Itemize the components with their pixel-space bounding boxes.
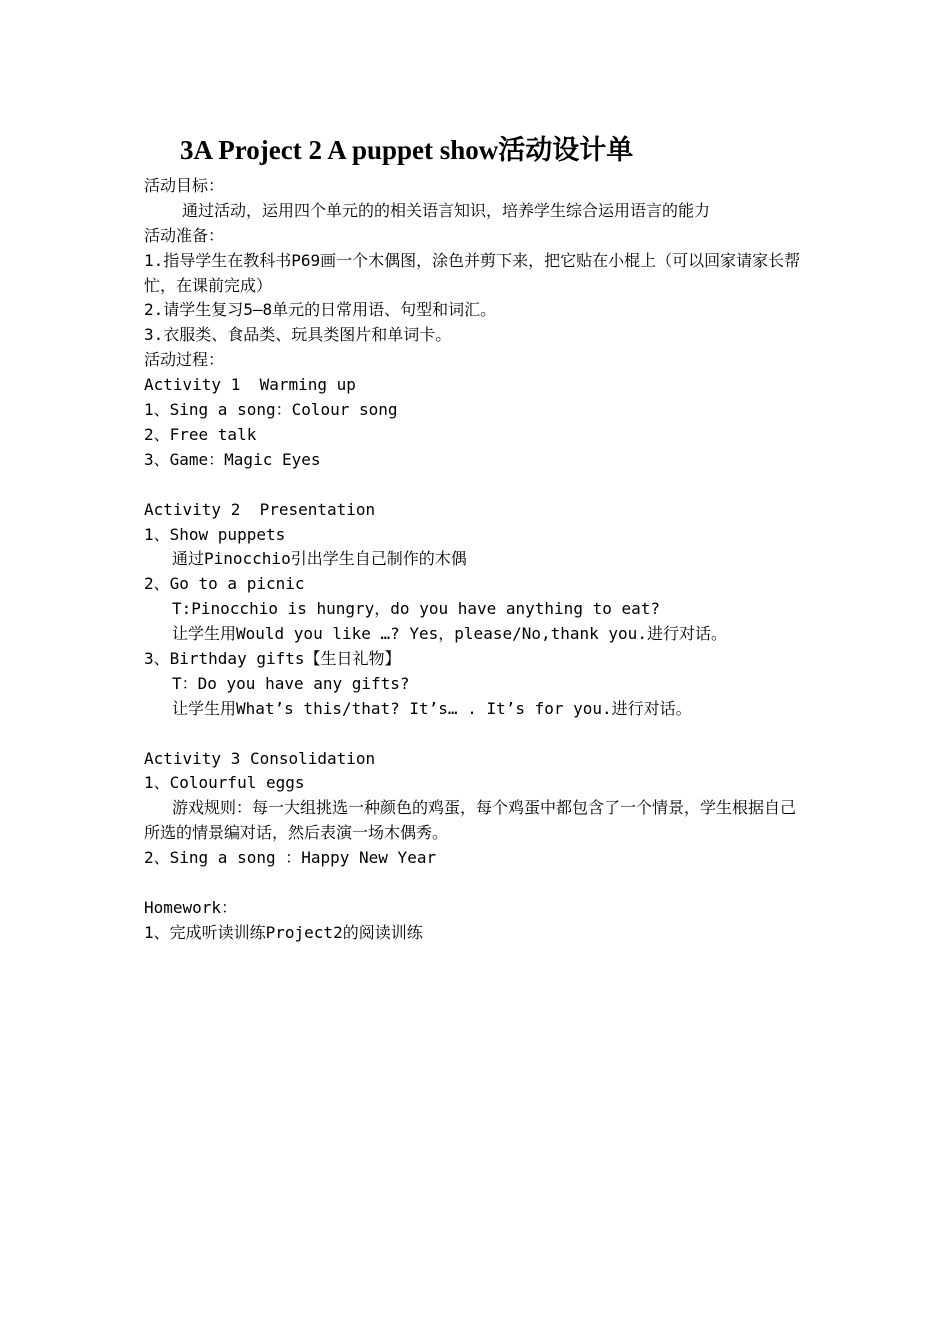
activity2-heading: Activity 2 Presentation bbox=[144, 499, 376, 519]
prep-heading: 活动准备： bbox=[144, 225, 225, 245]
activity2-item-3: 3、Birthday gifts【生日礼物】 bbox=[144, 648, 401, 668]
activity3-heading: Activity 3 Consolidation bbox=[144, 748, 376, 768]
activity2-item-2-line-2: 让学生用Would you like …? Yes，please/No,thank you.进行对话。 bbox=[172, 624, 727, 644]
homework-heading: Homework： bbox=[144, 897, 238, 917]
spacer bbox=[144, 871, 810, 896]
prep-item-1: 1.指导学生在教科书P69画一个木偶图，涂色并剪下来，把它贴在小棍上（可以回家请家长帮忙，在课前完成） bbox=[144, 250, 801, 295]
spacer bbox=[144, 473, 810, 498]
activity2-item-3-line-1: T：Do you have any gifts? bbox=[172, 673, 410, 693]
prep-item-3: 3.衣服类、食品类、玩具类图片和单词卡。 bbox=[144, 325, 452, 345]
activity3-item-1: 1、Colourful eggs bbox=[144, 773, 305, 793]
activity2-item-1-note: 通过Pinocchio引出学生自己制作的木偶 bbox=[172, 549, 467, 569]
document-title: 3A Project 2 A puppet show活动设计单 bbox=[180, 135, 634, 165]
spacer bbox=[144, 722, 810, 747]
activity2-item-3-line-2: 让学生用What’s this/that? It’s… . It’s for you.进行对话。 bbox=[172, 698, 692, 718]
goal-heading: 活动目标： bbox=[144, 176, 225, 195]
process-heading: 活动过程： bbox=[144, 350, 225, 370]
activity1-item-2: 2、Free talk bbox=[144, 424, 257, 444]
activity2-item-2: 2、Go to a picnic bbox=[144, 574, 305, 594]
activity1-item-3: 3、Game：Magic Eyes bbox=[144, 449, 321, 469]
activity2-item-1: 1、Show puppets bbox=[144, 524, 286, 544]
activity2-item-2-line-1: T:Pinocchio is hungry，do you have anything to eat? bbox=[172, 599, 661, 619]
activity3-item-1-rule-text: 游戏规则：每一大组挑选一种颜色的鸡蛋，每个鸡蛋中都包含了一个情景，学生根据自己所选的情景编对话，然后表演一场木偶秀。 bbox=[144, 798, 797, 843]
goal-text: 通过活动，运用四个单元的的相关语言知识，培养学生综合运用语言的能力 bbox=[182, 200, 711, 220]
prep-item-2: 2.请学生复习5—8单元的日常用语、句型和词汇。 bbox=[144, 300, 497, 320]
activity3-item-1-rule bbox=[144, 796, 810, 846]
activity3-item-2: 2、Sing a song ：Happy New Year bbox=[144, 848, 437, 868]
activity1-item-1: 1、Sing a song：Colour song bbox=[144, 400, 398, 420]
homework-item-1: 1、完成听读训练Project2的阅读训练 bbox=[144, 922, 423, 942]
activity1-heading: Activity 1 Warming up bbox=[144, 375, 356, 395]
document-body bbox=[144, 174, 810, 946]
